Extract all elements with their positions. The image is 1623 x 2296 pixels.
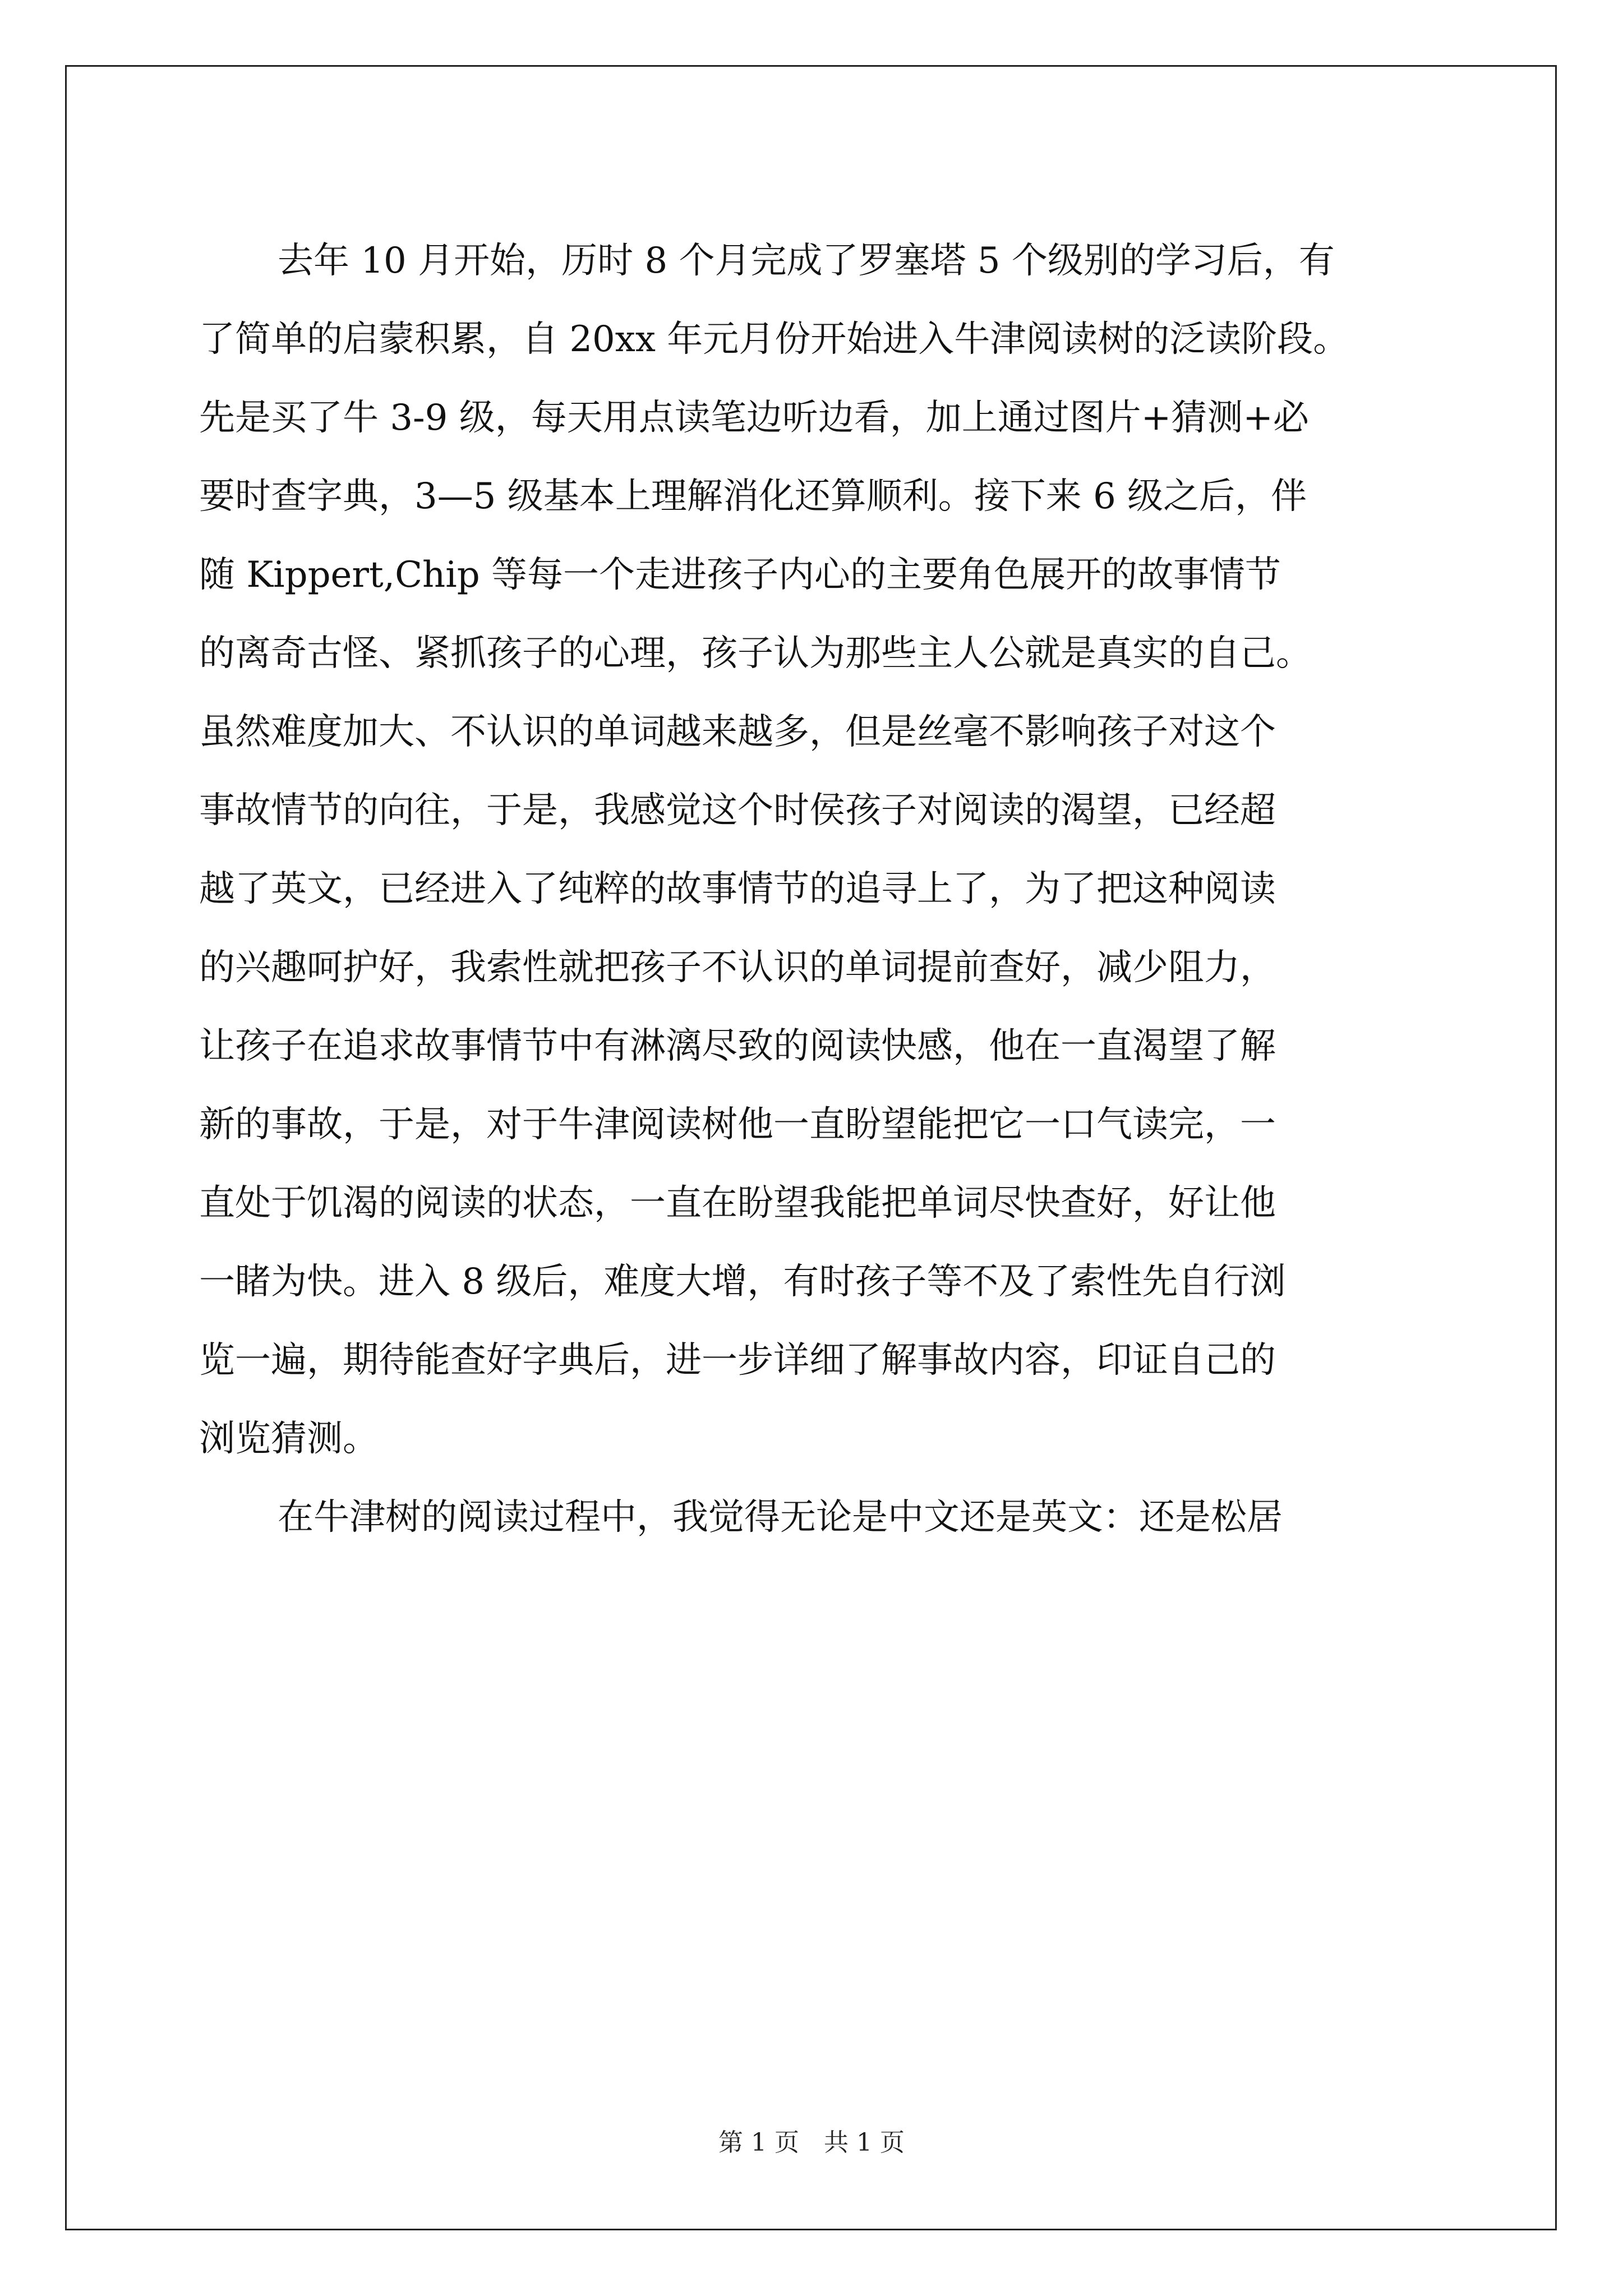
text-line: 了简单的启蒙积累，自 20xx 年元月份开始进入牛津阅读树的泛读阶段。 — [199, 319, 1349, 360]
text-line: 让孩子在追求故事情节中有淋漓尽致的阅读快感，他在一直渴望了解 — [199, 1025, 1276, 1067]
text-line: 在牛津树的阅读过程中，我觉得无论是中文还是英文：还是松居 — [278, 1497, 1283, 1538]
text-line: 的兴趣呵护好，我索性就把孩子不认识的单词提前查好，减少阻力， — [199, 947, 1276, 988]
text-line: 去年 10 月开始，历时 8 个月完成了罗塞塔 5 个级别的学习后，有 — [278, 240, 1335, 282]
text-line: 览一遍，期待能查好字典后，进一步详细了解事故内容，印证自己的 — [199, 1340, 1276, 1381]
paragraph-1 — [199, 222, 1489, 1478]
text-line: 要时查字典，3—5 级基本上理解消化还算顺利。接下来 6 级之后，伴 — [199, 476, 1307, 517]
text-line: 先是买了牛 3-9 级，每天用点读笔边听边看，加上通过图片+猜测+必 — [199, 397, 1309, 439]
document-body — [199, 222, 1489, 1557]
text-line: 事故情节的向往，于是，我感觉这个时侯孩子对阅读的渴望，已经超 — [199, 790, 1276, 831]
text-line: 越了英文，已经进入了纯粹的故事情节的追寻上了，为了把这种阅读 — [199, 868, 1276, 910]
paragraph-2 — [199, 1478, 1489, 1557]
text-line: 直处于饥渴的阅读的状态，一直在盼望我能把单词尽快查好，好让他 — [199, 1182, 1276, 1224]
text-line: 的离奇古怪、紧抓孩子的心理，孩子认为那些主人公就是真实的自己。 — [199, 633, 1312, 674]
text-line: 虽然难度加大、不认识的单词越来越多，但是丝毫不影响孩子对这个 — [199, 711, 1276, 753]
text-line: 随 Kippert,Chip 等每一个走进孩子内心的主要角色展开的故事情节 — [199, 554, 1281, 596]
page-number-footer: 第 1 页 共 1 页 — [718, 2128, 905, 2157]
text-line: 新的事故，于是，对于牛津阅读树他一直盼望能把它一口气读完，一 — [199, 1104, 1276, 1145]
text-line: 浏览猜测。 — [199, 1418, 379, 1460]
text-line: 一睹为快。进入 8 级后，难度大增，有时孩子等不及了索性先自行浏 — [199, 1261, 1286, 1303]
